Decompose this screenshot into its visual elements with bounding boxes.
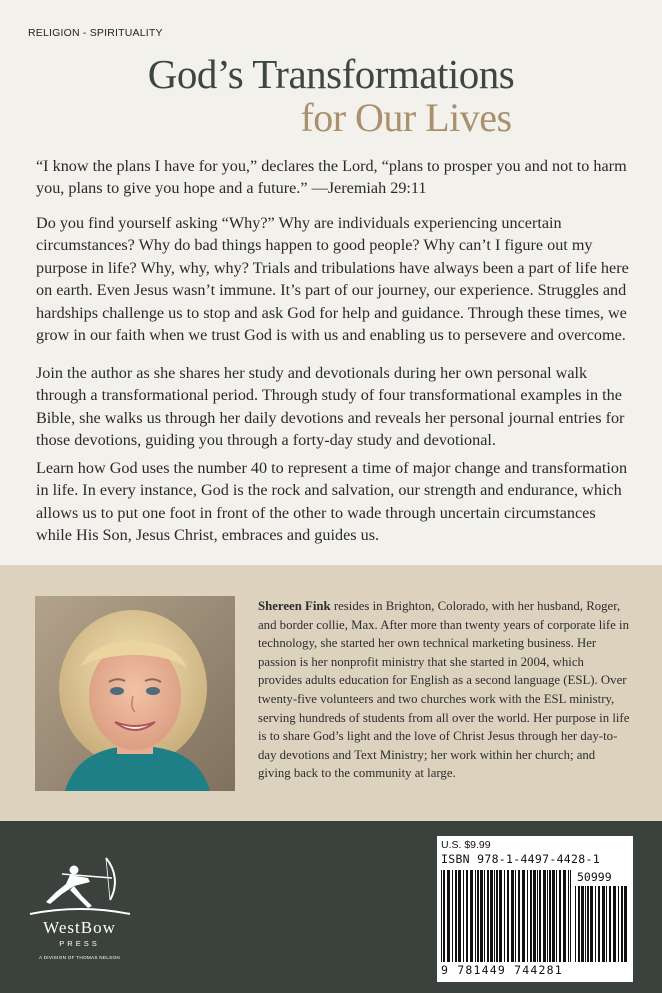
author-bio: [258, 597, 630, 783]
barcode-bar: [595, 886, 596, 962]
barcode-bar: [609, 886, 611, 962]
barcode-bar: [477, 870, 479, 962]
barcode-bar: [475, 870, 476, 962]
author-photo: [35, 596, 235, 791]
barcode-bar: [518, 870, 520, 962]
epigraph-paragraph: “I know the plans I have for you,” declares the Lord, “plans to prosper you and not to harm you, plans to give you hope and a future.” —Jeremiah 29:11: [36, 157, 627, 198]
barcode-bar: [484, 870, 485, 962]
barcode-bar: [511, 870, 514, 962]
barcode-bar: [447, 870, 450, 962]
barcode-bar: [590, 886, 593, 962]
barcode-bar: [480, 870, 483, 962]
barcode-bar: [563, 870, 566, 962]
barcode-bar: [621, 886, 623, 962]
barcode-bar: [581, 886, 584, 962]
barcode-bar: [496, 870, 498, 962]
barcode-bar: [613, 886, 616, 962]
description-paragraph-1: Do you find yourself asking “Why?” Why are individuals experiencing uncertain circumstances? Why do bad things happen to good people? Why can’t I figure out my purpose in life? Why, why, why? Trials and tribulations have always been a part of life here on earth. Even Jesus wasn’t immune. It’s part of our journey, our experience. Struggles and hardships challenge us to stop and ask God for help and guidance. Through these times, we grow in our faith when we trust God is with us and enabling us to persevere and overcome.: [36, 214, 629, 345]
book-title-line-1: God’s Transformations: [147, 51, 515, 97]
barcode-bar: [547, 870, 548, 962]
barcode-bar: [606, 886, 607, 962]
barcode-bar: [549, 870, 551, 962]
barcode-bar: [455, 870, 457, 962]
author-name: Shereen Fink: [258, 599, 331, 613]
barcode-bar: [507, 870, 509, 962]
barcode-bar: [570, 870, 571, 962]
barcode-bar: [490, 870, 493, 962]
barcode-bar: [552, 870, 555, 962]
barcode-bar: [556, 870, 557, 962]
author-bio-text: resides in Brighton, Colorado, with her husband, Roger, and border collie, Max. After more than twenty years of corporate life in technology, she started her own technical marketing business. Her passion is her nonprofit ministry that she started in 2004, which provides adults education for English as a second language (ESL). Over twenty-five volunteers and two churches work with the ESL ministry, serving hundreds of students from all over the world. Her purpose in life is to share God’s light and the love of Christ Jesus through her day-to-day devotions and Text Ministry; her work within her church; and giving back to the community at large.: [258, 599, 630, 781]
barcode-bar: [539, 870, 541, 962]
ean-number: 9 781449 744281: [441, 963, 563, 977]
barcode-bar: [515, 870, 516, 962]
barcode-bar: [618, 886, 619, 962]
barcode-bar: [568, 870, 569, 962]
barcode-bar: [602, 886, 605, 962]
publisher-logo: [22, 856, 137, 976]
barcode-bar: [466, 870, 468, 962]
archer-icon: [22, 856, 137, 920]
barcode-bar: [487, 870, 489, 962]
isbn-label: ISBN 978-1-4497-4428-1: [441, 852, 600, 866]
price-addon-barcode: [575, 886, 627, 962]
barcode-bar: [598, 886, 600, 962]
barcode-bar: [494, 870, 495, 962]
barcode-bar: [578, 886, 580, 962]
barcode-bar: [559, 870, 561, 962]
barcode-bar: [624, 886, 627, 962]
barcode-bar: [543, 870, 546, 962]
barcode-bar: [463, 870, 464, 962]
publisher-division: A DIVISION OF THOMAS NELSON: [38, 955, 121, 960]
barcode-bar: [443, 870, 445, 962]
barcode-bar: [470, 870, 473, 962]
barcode-bar: [458, 870, 461, 962]
price-label: U.S. $9.99: [441, 839, 491, 851]
barcode-bar: [530, 870, 532, 962]
description-paragraph-3: Learn how God uses the number 40 to represent a time of major change and transformation in life. In every instance, God is the rock and salvation, our strength and endurance, which allows us to put one foot in front of the other to wade through uncertain circumstances while His Son, Jesus Christ, embraces and guides us.: [36, 459, 628, 545]
barcode-bar: [537, 870, 538, 962]
publisher-name: WestBow: [43, 918, 116, 937]
barcode-bar: [499, 870, 502, 962]
barcode-bar: [522, 870, 525, 962]
barcode-bar: [452, 870, 453, 962]
price-code: 50999: [577, 870, 612, 884]
barcode-bar: [533, 870, 536, 962]
barcode-bar: [587, 886, 589, 962]
barcode-bar: [504, 870, 505, 962]
barcode-box: [437, 836, 633, 982]
barcode-bar: [575, 886, 576, 962]
book-title-line-2: for Our Lives: [300, 95, 512, 140]
ean-barcode: [441, 870, 571, 962]
barcode-bar: [585, 886, 586, 962]
description-paragraph-2: Join the author as she shares her study and devotionals during her own personal walk through a transformational period. Through study of four transformational examples in the Bible, she walks us through her daily devotions and reveals her personal journal entries for those devotions, guiding you through a forty-day study and devotional.: [36, 364, 625, 450]
publisher-press: PRESS: [59, 939, 100, 948]
category-label: RELIGION - SPIRITUALITY: [28, 27, 163, 39]
barcode-bar: [441, 870, 442, 962]
barcode-bar: [527, 870, 528, 962]
